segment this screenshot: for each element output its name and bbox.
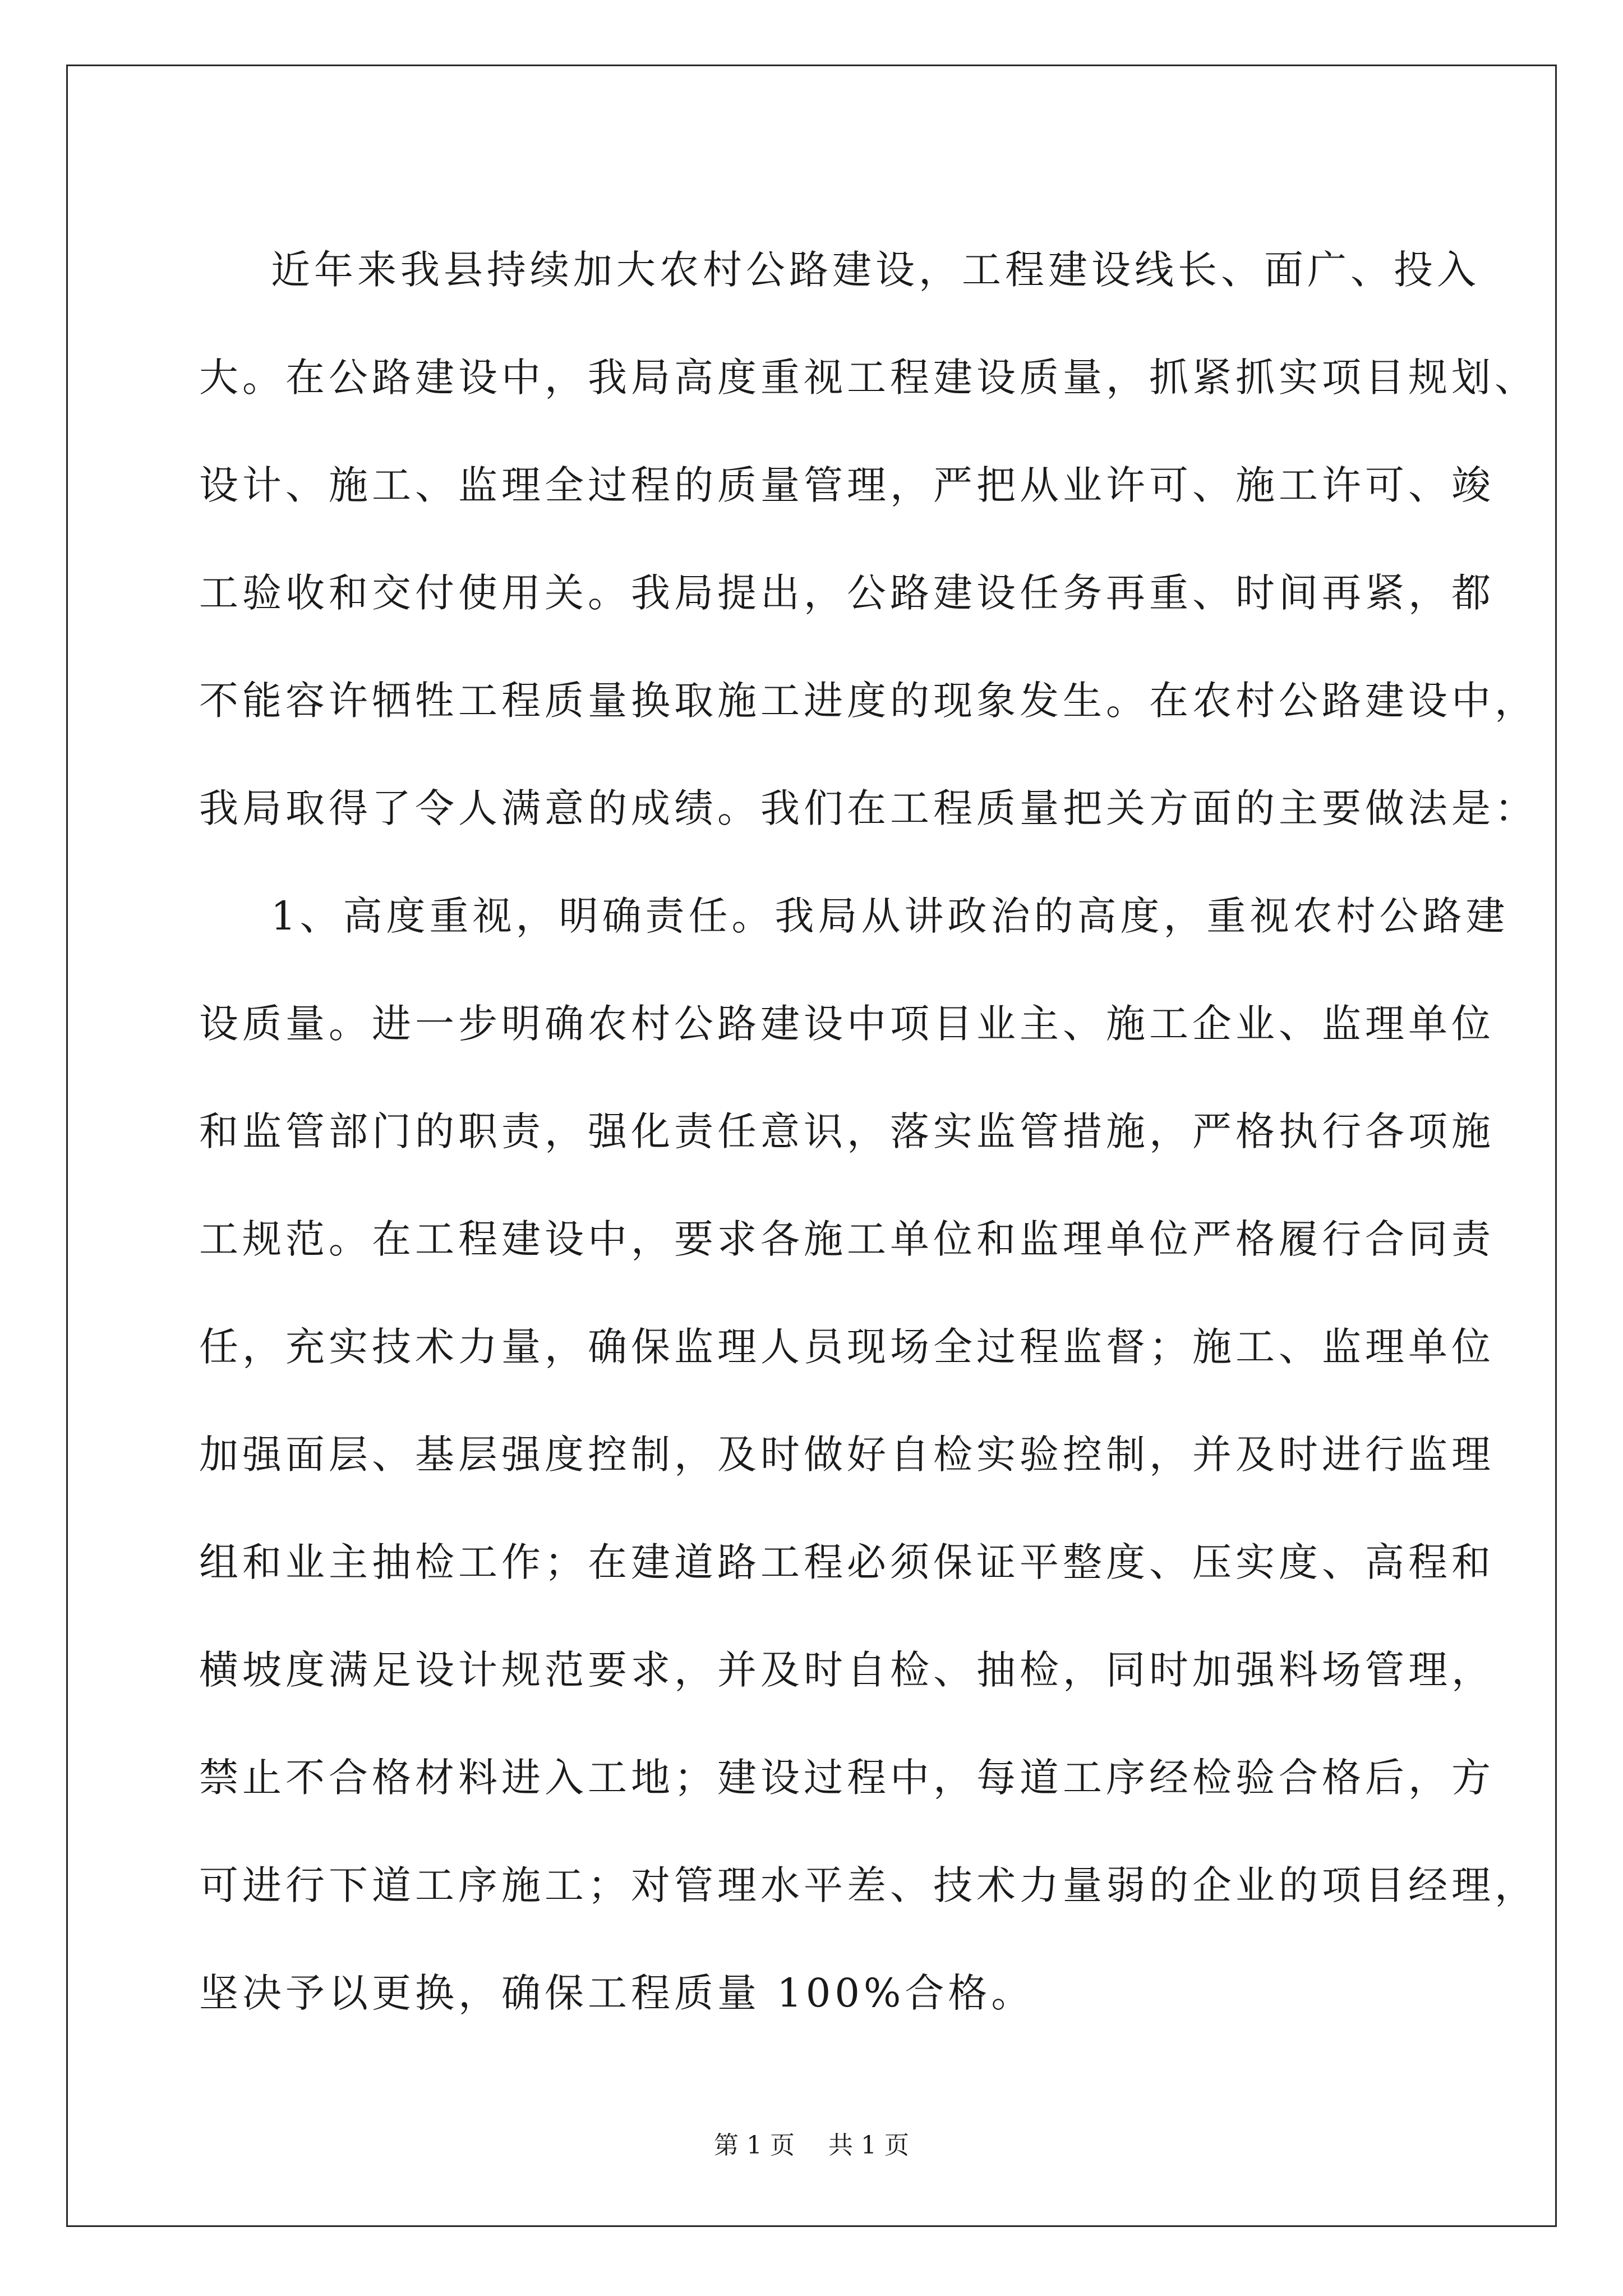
paragraph-1-line-5: 不能容许牺牲工程质量换取施工进度的现象发生。在农村公路建设中， bbox=[199, 678, 1538, 724]
paragraph-2-line-4: 工规范。在工程建设中，要求各施工单位和监理单位严格履行合同责 bbox=[199, 1216, 1495, 1262]
paragraph-2-line-11: 坚决予以更换，确保工程质量 100%合格。 bbox=[199, 1970, 1035, 2016]
paragraph-1-line-4: 工验收和交付使用关。我局提出，公路建设任务再重、时间再紧，都 bbox=[199, 570, 1495, 616]
page-number-current: 第 1 页 bbox=[714, 2131, 795, 2160]
paragraph-2-line-2: 设质量。进一步明确农村公路建设中项目业主、施工企业、监理单位 bbox=[199, 1001, 1495, 1047]
paragraph-1-line-3: 设计、施工、监理全过程的质量管理，严把从业许可、施工许可、竣 bbox=[199, 462, 1495, 508]
paragraph-1-line-6: 我局取得了令人满意的成绩。我们在工程质量把关方面的主要做法是： bbox=[199, 785, 1538, 831]
paragraph-2-line-3: 和监管部门的职责，强化责任意识，落实监管措施，严格执行各项施 bbox=[199, 1108, 1495, 1154]
document-body bbox=[199, 216, 1538, 2047]
paragraph-2-line-8: 横坡度满足设计规范要求，并及时自检、抽检，同时加强料场管理， bbox=[199, 1647, 1495, 1693]
paragraph-2-line-5: 任，充实技术力量，确保监理人员现场全过程监督；施工、监理单位 bbox=[199, 1324, 1495, 1370]
paragraph-2-line-9: 禁止不合格材料进入工地；建设过程中，每道工序经检验合格后，方 bbox=[199, 1755, 1495, 1801]
paragraph-2-line-6: 加强面层、基层强度控制，及时做好自检实验控制，并及时进行监理 bbox=[199, 1432, 1495, 1478]
paragraph-2-line-1: 1、高度重视，明确责任。我局从讲政治的高度，重视农村公路建 bbox=[271, 893, 1509, 939]
page-number-total: 共 1 页 bbox=[828, 2131, 909, 2160]
paragraph-1-line-1: 近年来我县持续加大农村公路建设，工程建设线长、面广、投入 bbox=[271, 247, 1480, 293]
paragraph-2-line-10: 可进行下道工序施工；对管理水平差、技术力量弱的企业的项目经理， bbox=[199, 1862, 1538, 1908]
page-footer bbox=[0, 2129, 1623, 2162]
paragraph-1-line-2: 大。在公路建设中，我局高度重视工程建设质量，抓紧抓实项目规划、 bbox=[199, 355, 1538, 401]
paragraph-2-line-7: 组和业主抽检工作；在建道路工程必须保证平整度、压实度、高程和 bbox=[199, 1539, 1495, 1585]
